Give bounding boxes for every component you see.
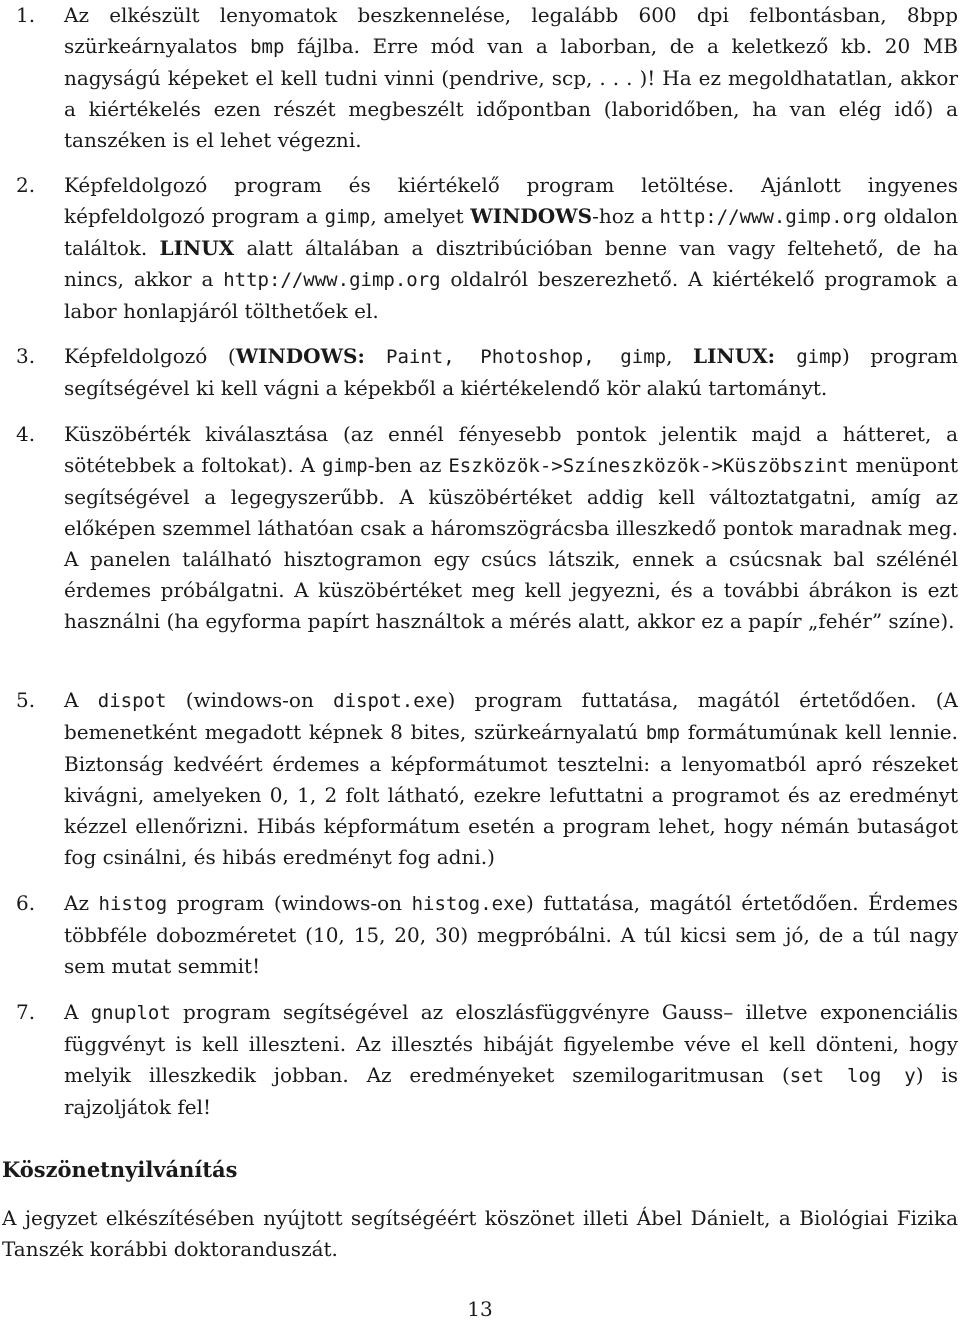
url-text: http://www.gimp.org — [223, 269, 441, 291]
bold-text: LINUX — [159, 236, 235, 260]
code-text: dispot — [97, 690, 167, 712]
code-text: histog — [98, 893, 168, 915]
bold-text: WINDOWS: — [235, 344, 387, 368]
code-text: bmp — [250, 36, 285, 58]
code-text: gimp — [796, 346, 842, 368]
item-number: 5. — [16, 688, 36, 712]
bold-text: WINDOWS — [470, 204, 593, 228]
item-text: A gnuplot program segítségével az eloszlásfüggvényre Gauss– illetve exponenciális függvényt is kell illeszteni. Az illesztés hibáját figyelembe véve el kell dönteni, hogy melyik illeszkedik jobban. Az eredményeket szemilogaritmusan (set log y) is rajzoljátok fel! — [64, 1000, 958, 1119]
code-text: set log y — [789, 1065, 916, 1087]
list-item-1 — [0, 0, 960, 156]
list-item-7 — [0, 997, 960, 1123]
list-item-4 — [0, 419, 960, 637]
list-item-2 — [0, 170, 960, 327]
item-number: 6. — [16, 891, 36, 915]
item-text: Képfeldolgozó program és kiértékelő program letöltése. Ajánlott ingyenes képfeldolgozó program a gimp, amelyet WINDOWS-hoz a http://www.gimp.org oldalon találtok. LINUX alatt általában a disztribúcióban benne van vagy feltehető, de ha nincs, akkor a http://www.gimp.org oldalról beszerezhető. A kiértékelő programok a labor honlapjáról tölthetőek el. — [64, 173, 959, 323]
list-item-6 — [0, 888, 960, 982]
acknowledgement-text: A jegyzet elkészítésében nyújtott segítségéért köszönet illeti Ábel Dánielt, a Biológiai Fizika Tanszék korábbi doktoranduszát. — [2, 1206, 958, 1261]
code-text: Paint, Photoshop, gimp — [386, 346, 667, 368]
page-number: 13 — [467, 1297, 493, 1321]
item-text: Küszöbérték kiválasztása (az ennél fényesebb pontok jelentik majd a hátteret, a sötétebbek a foltokat). A gimp-ben az Eszközök->Színeszközök->Küszöbszint menüpont segítségével a legegyszerűbb. A küszöbértéket addig kell változtatgatni, amíg az előképen szemmel láthatóan csak a háromszögrácsba illeszkedő pontok maradnak meg. A panelen található hisztogramon egy csúcs látszik, ennek a csúcsnak bal szélénél érdemes próbálgatni. A küszöbértéket meg kell jegyezni, és a további ábrákon is ezt használni (ha egyforma papírt használtok a mérés alatt, akkor ez a papír „fehér” színe). — [64, 422, 958, 633]
code-text: histog.exe — [411, 893, 526, 915]
section-heading: Köszönetnyilvánítás — [2, 1157, 238, 1182]
code-text: gimp — [324, 206, 371, 228]
url-text: http://www.gimp.org — [659, 206, 877, 228]
list-item-3 — [0, 341, 960, 404]
bold-text: LINUX: — [693, 344, 797, 368]
item-number: 4. — [16, 422, 36, 446]
item-number: 1. — [16, 3, 36, 27]
menu-path-text: Eszközök->Színeszközök->Küszöbszint — [448, 455, 849, 477]
item-number: 3. — [16, 344, 36, 368]
item-number: 7. — [16, 1000, 36, 1024]
item-text: Az histog program (windows-on histog.exe) futtatása, magától értetődően. Érdemes többféle dobozméretet (10, 15, 20, 30) megpróbálni. A túl kicsi sem jó, de a túl nagy sem mutat semmit! — [64, 891, 958, 978]
code-text: gimp — [321, 455, 368, 477]
code-text: dispot.exe — [333, 690, 448, 712]
item-number: 2. — [16, 173, 36, 197]
list-item-5 — [0, 685, 960, 873]
code-text: gnuplot — [90, 1002, 171, 1024]
item-text: Képfeldolgozó (WINDOWS: Paint, Photoshop, gimp, LINUX: gimp) program segítségével ki kell vágni a képekből a kiértékelendő kör alakú tartományt. — [64, 344, 958, 400]
item-text: A dispot (windows-on dispot.exe) program futtatása, magától értetődően. (A bemenetként megadott képnek 8 bites, szürkeárnyalatú bmp formátumúnak kell lennie. Biztonság kedvéért érdemes a képformátumot tesztelni: a lenyomatból apró részeket kivágni, amelyeken 0, 1, 2 folt látható, ezekre lefuttatni a programot és az eredményt kézzel ellenőrizni. Hibás képformátum esetén a program lehet, hogy némán butaságot fog csinálni, és hibás eredményt fog adni.) — [64, 688, 958, 869]
code-text: bmp — [645, 722, 681, 744]
item-text: Az elkészült lenyomatok beszkennelése, legalább 600 dpi felbontásban, 8bpp szürkeárnyalatos bmp fájlba. Erre mód van a laborban, de a keletkező kb. 20 MB nagyságú képeket el kell tudni vinni (pendrive, scp, . . . )! Ha ez megoldhatatlan, akkor a kiértékelés ezen részét megbeszélt időpontban (laboridőben, ha van elég idő) a tanszéken is el lehet végezni. — [64, 3, 958, 152]
